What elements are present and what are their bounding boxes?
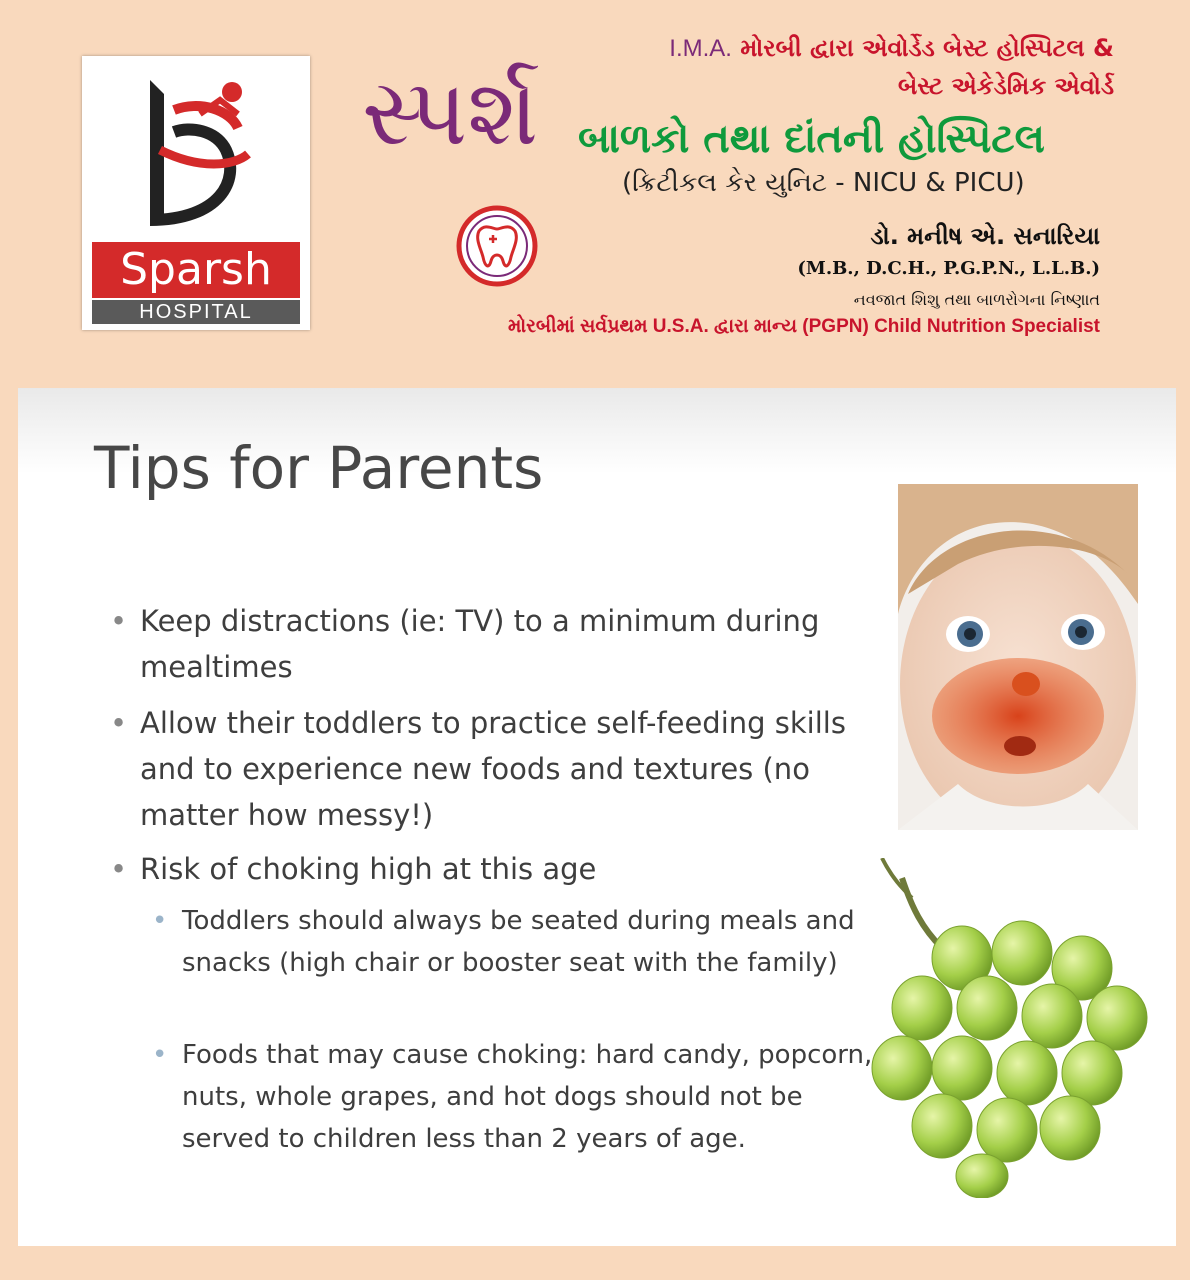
sub-bullet-item [152,900,892,984]
bullet-dot-icon: • [110,706,128,740]
sub-bullet-dot-icon: • [152,906,168,936]
bullet-dot-icon: • [110,604,128,638]
award-prefix: I.M.A. [669,35,732,62]
tips-slide [18,388,1176,1246]
bullet-item [110,846,900,892]
sub-bullet-text: Foods that may cause choking: hard candy, popcorn, nuts, whole grapes, and hot dogs should not be served to children less than 2 years of age. [182,1040,873,1154]
award-line-1 [669,34,1114,63]
bullet-item [110,700,900,838]
bullet-text: Allow their toddlers to practice self-feeding skills and to experience new foods and textures (no matter how messy!) [140,706,846,832]
critical-care-unit: (ક્રિટીકલ કેર યુનિટ - NICU & PICU) [622,168,1025,198]
doctor-specialty: નવજાત શિશુ તથા બાળરોગના નિષ્ણાત [853,290,1100,309]
award-line-1-text: મોરબી દ્વારા એવોર્ડેડ બેસ્ટ હોસ્પિટલ & [740,34,1114,62]
bullet-item [110,598,900,690]
bullet-text: Risk of choking high at this age [140,852,597,886]
sub-bullet-text: Toddlers should always be seated during meals and snacks (high chair or booster seat with the family) [182,906,855,978]
bullet-dot-icon: • [110,852,128,886]
tooth-emblem-icon [449,205,545,287]
sparsh-hospital-logo [82,56,310,330]
bullet-text: Keep distractions (ie: TV) to a minimum during mealtimes [140,604,820,684]
messy-toddler-photo [898,484,1138,830]
hospital-type: બાળકો તથા દાંતની હોસ્પિટલ [578,116,1045,162]
logo-subtitle: HOSPITAL [92,300,300,324]
slide-title: Tips for Parents [94,434,544,502]
sub-bullet-dot-icon: • [152,1040,168,1070]
logo-brand-text: Sparsh [92,242,300,298]
hospital-name-gujarati: સ્પર્શ [362,59,539,166]
award-line-2: બેસ્ટ એકેડેમિક એવોર્ડ [897,72,1114,100]
green-grapes-photo [862,858,1158,1198]
header-banner [0,0,1190,388]
sub-bullet-item [152,1034,892,1160]
logo-mark-icon [130,70,260,240]
doctor-name: ડો. મનીષ એ. સનારિયા [870,222,1100,250]
doctor-degrees: (M.B., D.C.H., P.G.P.N., L.L.B.) [797,258,1100,279]
nutrition-specialist-line: મોરબીમાં સર્વપ્રથમ U.S.A. દ્વારા માન્ય (PGPN) Child Nutrition Specialist [507,316,1100,337]
